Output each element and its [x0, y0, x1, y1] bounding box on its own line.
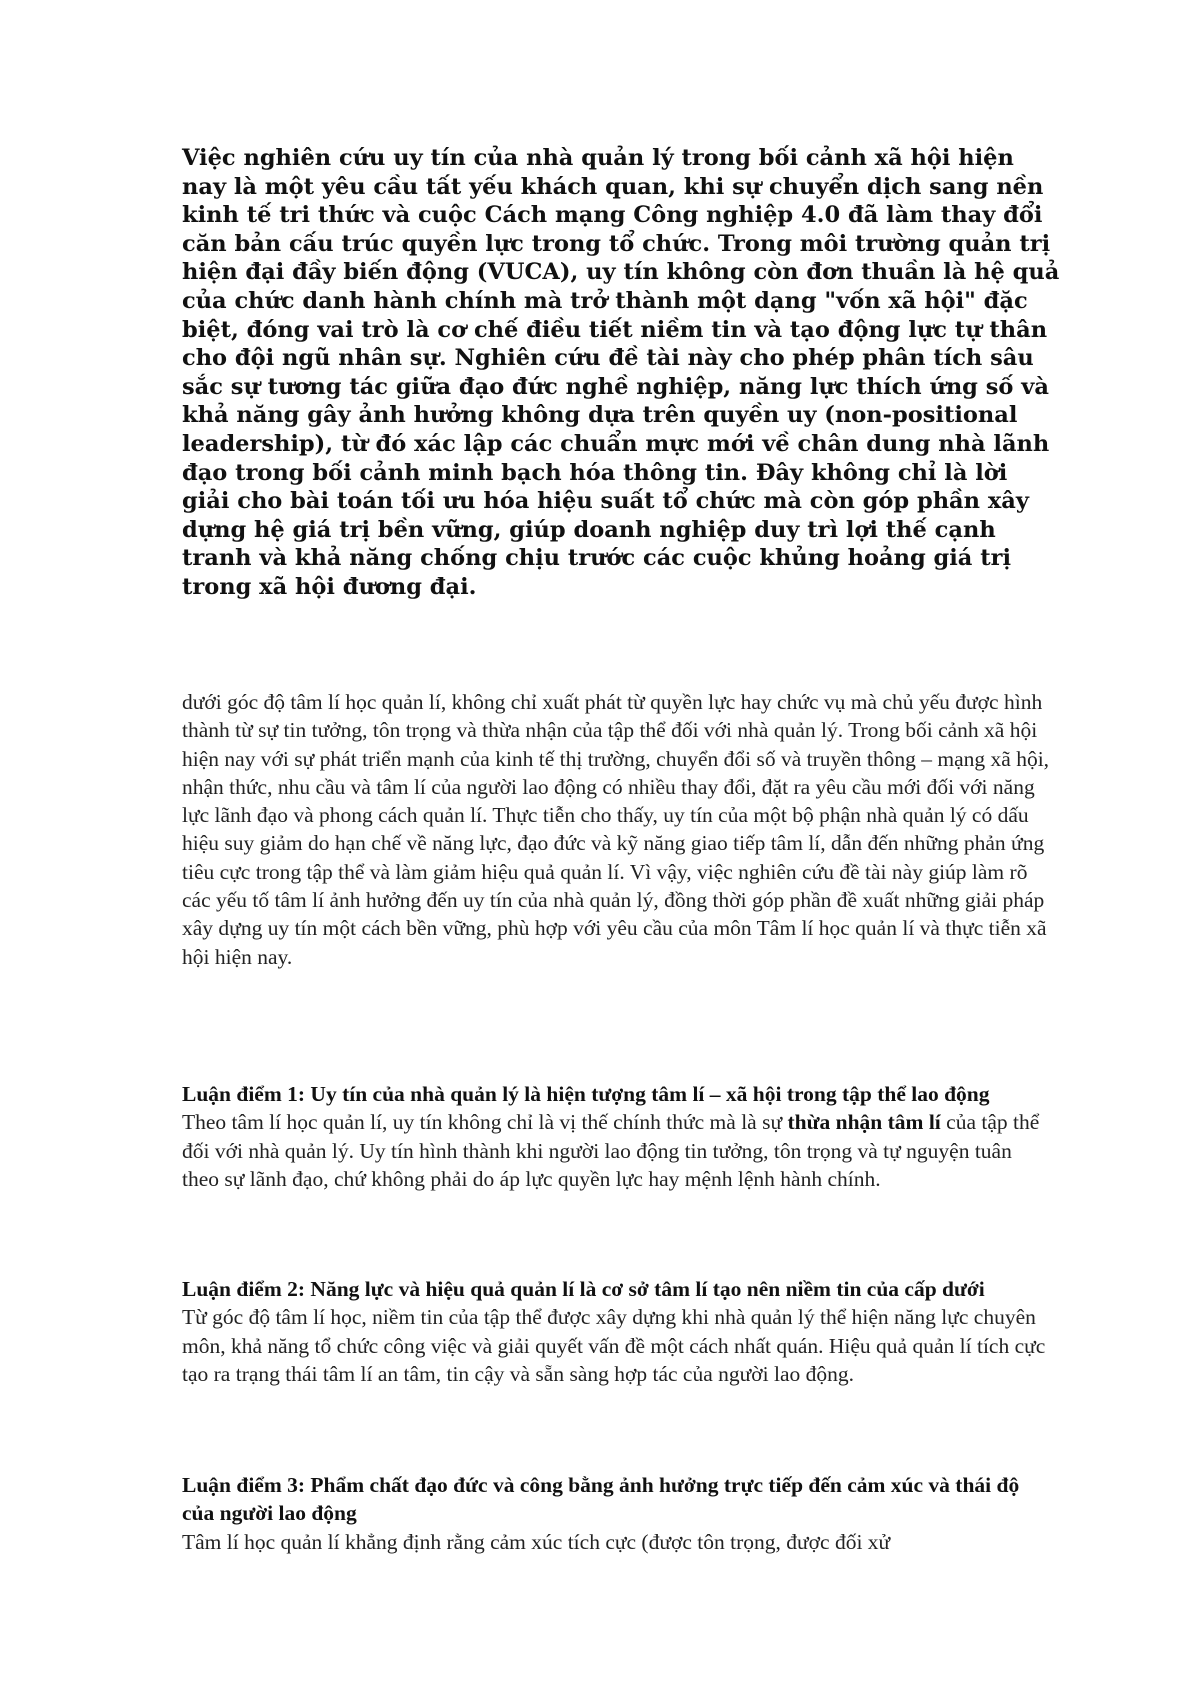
argument-heading-2: Luận điểm 2: Năng lực và hiệu quả quản lí là cơ sở tâm lí tạo nên niềm tin của cấp dưới — [182, 1277, 985, 1301]
argument-text-3: Tâm lí học quản lí khẳng định rằng cảm xúc tích cực (được tôn trọng, được đối xử — [182, 1529, 891, 1554]
argument-section-3 — [182, 1471, 1052, 1556]
argument-section-1 — [182, 1080, 1052, 1193]
argument-text-1-end: của tập thể đối với nhà quản lý. Uy tín hình thành khi người lao động tin tưởng, tôn trọng và tự nguyện tuân theo sự lãnh đạo, chứ không phải do áp lực quyền lực hay mệnh lệnh hành chính. — [182, 1110, 1040, 1191]
argument-heading-1: Luận điểm 1: Uy tín của nhà quản lý là hiện tượng tâm lí – xã hội trong tập thể lao động — [182, 1082, 990, 1106]
argument-text-1-start: Theo tâm lí học quản lí, uy tín không chỉ là vị thế chính thức mà là sự — [182, 1110, 788, 1135]
argument-text-1 — [182, 1108, 1052, 1193]
argument-text-2: Từ góc độ tâm lí học, niềm tin của tập thể được xây dựng khi nhà quản lý thể hiện năng lực chuyên môn, khả năng tổ chức công việc và giải quyết vấn đề một cách nhất quán. Hiệu quả quản lí tích cực tạo ra trạng thái tâm lí an tâm, tin cậy và sẵn sàng hợp tác của người lao động. — [182, 1305, 1046, 1386]
argument-section-2 — [182, 1275, 1052, 1388]
intro-paragraph: Việc nghiên cứu uy tín của nhà quản lý trong bối cảnh xã hội hiện nay là một yêu cầu tất yếu khách quan, khi sự chuyển dịch sang nền kinh tế tri thức và cuộc Cách mạng Công nghiệp 4.0 đã làm thay đổi căn bản cấu trúc quyền lực trong tổ chức. Trong môi trường quản trị hiện đại đầy biến động (VUCA), uy tín không còn đơn thuần là hệ quả của chức danh hành chính mà trở thành một dạng "vốn xã hội" đặc biệt, đóng vai trò là cơ chế điều tiết niềm tin và tạo động lực tự thân cho đội ngũ nhân sự. Nghiên cứu đề tài này cho phép phân tích sâu sắc sự tương tác giữa đạo đức nghề nghiệp, năng lực thích ứng số và khả năng gây ảnh hưởng không dựa trên quyền uy (non-positional leadership), từ đó xác lập các chuẩn mực mới về chân dung nhà lãnh đạo trong bối cảnh minh bạch hóa thông tin. Đây không chỉ là lời giải cho bài toán tối ưu hóa hiệu suất tổ chức mà còn góp phần xây dựng hệ giá trị bền vững, giúp doanh nghiệp duy trì lợi thế cạnh tranh và khả năng chống chịu trước các cuộc khủng hoảng giá trị trong xã hội đương đại. — [182, 145, 1060, 600]
context-paragraph: dưới góc độ tâm lí học quản lí, không chỉ xuất phát từ quyền lực hay chức vụ mà chủ yếu được hình thành từ sự tin tưởng, tôn trọng và thừa nhận của tập thể đối với nhà quản lý. Trong bối cảnh xã hội hiện nay với sự phát triển mạnh của kinh tế thị trường, chuyển đổi số và truyền thông – mạng xã hội, nhận thức, nhu cầu và tâm lí của người lao động có nhiều thay đổi, đặt ra yêu cầu mới đối với năng lực lãnh đạo và phong cách quản lí. Thực tiễn cho thấy, uy tín của một bộ phận nhà quản lý có dấu hiệu suy giảm do hạn chế về năng lực, đạo đức và kỹ năng giao tiếp tâm lí, dẫn đến những phản ứng tiêu cực trong tập thể và làm giảm hiệu quả quản lí. Vì vậy, việc nghiên cứu đề tài này giúp làm rõ các yếu tố tâm lí ảnh hưởng đến uy tín của nhà quản lý, đồng thời góp phần đề xuất những giải pháp xây dựng uy tín một cách bền vững, phù hợp với yêu cầu của môn Tâm lí học quản lí và thực tiễn xã hội hiện nay. — [182, 690, 1050, 969]
argument-text-1-emphasis: thừa nhận tâm lí — [787, 1110, 941, 1135]
argument-heading-3: Luận điểm 3: Phẩm chất đạo đức và công bằng ảnh hưởng trực tiếp đến cảm xúc và thái độ của người lao động — [182, 1473, 1020, 1526]
